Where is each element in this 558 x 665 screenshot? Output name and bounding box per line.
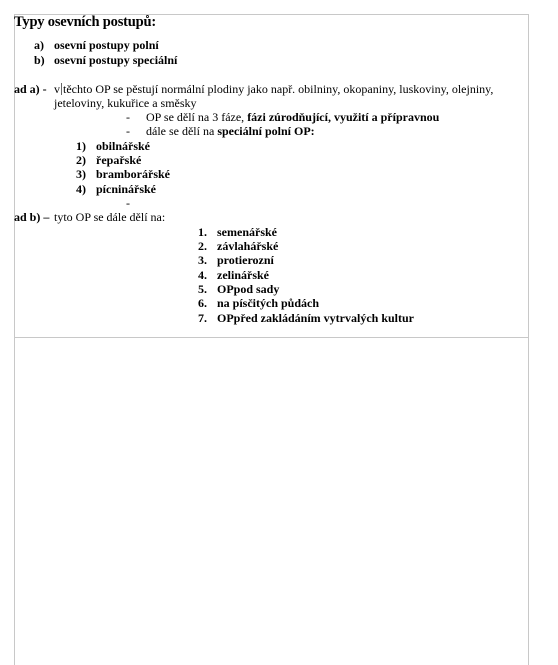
document-title: Typy osevních postupů: [14, 14, 156, 30]
section-b-label: ad b) – [14, 210, 50, 224]
b-item-1: semenářské [217, 225, 277, 239]
intro-item-a: osevní postupy polní [54, 38, 159, 52]
numbered-item-2: řepařské [96, 153, 142, 167]
section-a-line2: jeteloviny, kukuřice a směsky [54, 96, 197, 110]
b-marker-2: 2. [198, 239, 207, 253]
intro-marker-b: b) [34, 53, 45, 67]
b-item-4: zelinářské [217, 268, 269, 282]
numbered-item-4: pícninářské [96, 182, 157, 196]
section-b-text: tyto OP se dále dělí na: [54, 210, 166, 224]
trailing-dash: - [126, 196, 130, 210]
b-marker-1: 1. [198, 225, 207, 239]
intro-marker-a: a) [34, 38, 44, 52]
numbered-item-1: obilnářské [96, 139, 151, 153]
b-item-7: OPpřed zakládáním vytrvalých kultur [217, 311, 415, 325]
b-marker-6: 6. [198, 296, 207, 310]
b-marker-3: 3. [198, 253, 207, 267]
b-item-2: závlahářské [217, 239, 279, 253]
b-marker-7: 7. [198, 311, 207, 325]
section-a-line1: v těchto OP se pěstují normální plodiny jako např. obilniny, okopaniny, luskoviny, olejniny, [54, 82, 494, 96]
b-marker-4: 4. [198, 268, 207, 282]
dash-marker-2: - [126, 124, 130, 138]
numbered-marker-4: 4) [76, 182, 86, 196]
numbered-marker-3: 3) [76, 167, 86, 181]
b-item-6: na písčitých půdách [217, 296, 320, 310]
numbered-marker-2: 2) [76, 153, 86, 167]
b-item-3: protierozní [217, 253, 274, 267]
b-marker-5: 5. [198, 282, 207, 296]
b-item-5: OPpod sady [217, 282, 280, 296]
page-separator [14, 337, 528, 338]
section-a-label: ad a) - [14, 82, 47, 96]
dash-marker-1: - [126, 110, 130, 124]
numbered-item-3: bramborářské [96, 167, 170, 181]
dash-item-2: dále se dělí na speciální polní OP: [146, 124, 315, 138]
dash-item-1: OP se dělí na 3 fáze, fázi zúrodňující, využití a přípravnou [146, 110, 440, 124]
text-cursor [61, 83, 62, 95]
numbered-marker-1: 1) [76, 139, 86, 153]
intro-item-b: osevní postupy speciální [54, 53, 178, 67]
